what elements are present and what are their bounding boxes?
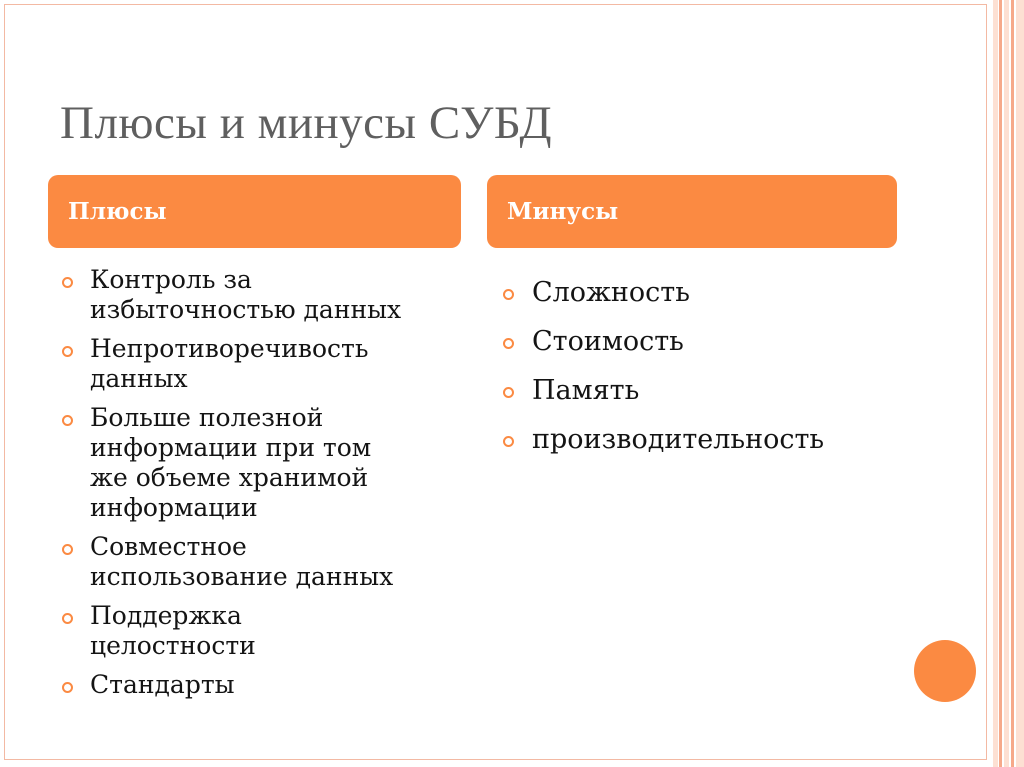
pros-item-line: Поддержка	[90, 601, 242, 630]
decor-circle	[914, 640, 976, 702]
decor-stripe	[1011, 0, 1014, 767]
pros-item-line: Совместное	[90, 532, 247, 561]
pros-item	[60, 532, 460, 592]
pros-list	[60, 265, 460, 709]
pros-item-line: использование данных	[90, 562, 394, 591]
circle-bullet-icon	[62, 346, 73, 357]
cons-item	[500, 373, 900, 409]
pros-item	[60, 670, 460, 700]
cons-item-text: Стоимость	[532, 326, 684, 357]
decor-stripe	[1016, 0, 1024, 767]
pros-item	[60, 601, 460, 661]
circle-bullet-icon	[503, 387, 514, 398]
pros-item-line: информации	[90, 493, 258, 522]
circle-bullet-icon	[62, 544, 73, 555]
circle-bullet-icon	[503, 436, 514, 447]
circle-bullet-icon	[62, 682, 73, 693]
pros-header: Плюсы	[48, 175, 461, 248]
circle-bullet-icon	[62, 613, 73, 624]
cons-item	[500, 324, 900, 360]
cons-item	[500, 275, 900, 311]
circle-bullet-icon	[62, 415, 73, 426]
pros-item	[60, 334, 460, 394]
cons-list	[500, 275, 900, 471]
cons-item	[500, 422, 900, 458]
pros-item-line: Непротиворечивость	[90, 334, 369, 363]
cons-item-text: Память	[532, 375, 640, 406]
pros-item-line: данных	[90, 364, 188, 393]
pros-item-line: Стандарты	[90, 670, 235, 699]
circle-bullet-icon	[62, 277, 73, 288]
decor-stripe	[993, 0, 998, 767]
slide-title: Плюсы и минусы СУБД	[60, 97, 553, 149]
pros-item-line: информации при том	[90, 433, 372, 462]
decor-stripe	[1004, 0, 1009, 767]
pros-item	[60, 403, 460, 523]
pros-item-line: Контроль за	[90, 265, 252, 294]
cons-item-text: Сложность	[532, 277, 690, 308]
circle-bullet-icon	[503, 338, 514, 349]
cons-item-text: производительность	[532, 424, 825, 455]
pros-item-line: целостности	[90, 631, 256, 660]
pros-item-line: Больше полезной	[90, 403, 324, 432]
pros-item-line: же объеме хранимой	[90, 463, 369, 492]
pros-item	[60, 265, 460, 325]
decor-stripe	[999, 0, 1002, 767]
pros-item-line: избыточностью данных	[90, 295, 402, 324]
circle-bullet-icon	[503, 289, 514, 300]
cons-header: Минусы	[487, 175, 897, 248]
